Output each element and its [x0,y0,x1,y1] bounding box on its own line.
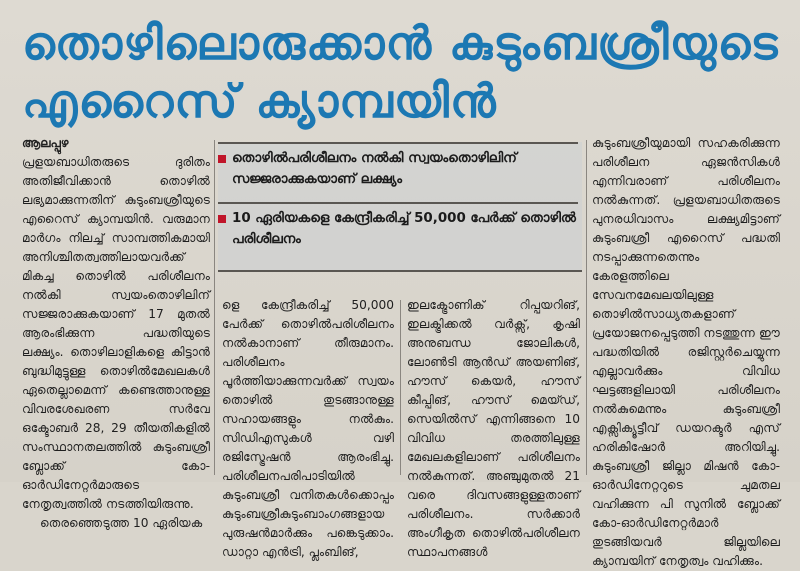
highlight-text: 10 ഏരിയകളെ കേന്ദ്രീകരിച്ച് 50,000 പേർക്ക് തൊഴിൽ പരിശീലനം [232,211,576,247]
red-square-bullet-icon [218,215,226,223]
headline-line-2: എറൈസ് ക്യാമ്പയിൻ [22,74,497,128]
highlight-item [218,202,578,262]
red-square-bullet-icon [218,155,226,163]
column-1-paragraph-1: പ്രളയബാധിതരുടെ ദുരിതം അതിജീവിക്കാൻ തൊഴിൽ ലഭ്യമാക്കുന്നതിന് കുടുംബശ്രീയുടെ എറൈസ് ക്യാമ്പയിൻ. വരുമാന മാർഗം നിലച്ച് സാമ്പത്തികമായി അനിശ്ചിതത്വത്തിലായവർക്ക് മികച്ച തൊഴിൽ പരിശീലനം നൽകി സ്വയംതൊഴിലിന് സജ്ജരാക്കുകയാണ് 17 മുതൽ ആരംഭിക്കുന്ന പദ്ധതിയുടെ ലക്ഷ്യം. തൊഴിലാളികളെ കിട്ടാൻ ബുദ്ധിമുട്ടുള്ള തൊഴിൽമേഖലകൾ ഏതെല്ലാമെന്ന് കണ്ടെത്താനുള്ള വിവരശേഖരണ സർവേ ഒക്ടോബർ 28, 29 തീയതികളിൽ സംസ്ഥാനതലത്തിൽ കുടുംബശ്രീ ബ്ലോക്ക് കോ-ഓർഡിനേറ്റർമാരുടെ നേതൃത്വത്തിൽ നടത്തിയിരുന്നു. [22,155,210,511]
headline [22,14,782,130]
article-column-3 [407,296,580,559]
highlight-text: തൊഴിൽപരിശീലനം നൽകി സ്വയംതൊഴിലിന് സജ്ജരാക്കുകയാണ് ലക്ഷ്യം [232,151,517,187]
article-column-1 [22,134,210,530]
column-2-paragraph: ളെ കേന്ദ്രീകരിച്ച് 50,000 പേർക്ക് തൊഴിൽപരിശീലനം നൽകാനാണ് തീരുമാനം. പരിശീലനം പൂർത്തിയാക്കുന്നവർക്ക് സ്വയം തൊഴിൽ തുടങ്ങാനുള്ള സഹായങ്ങളും നൽകും. സിഡിഎസുകൾ വഴി രജിസ്ട്രേഷൻ ആരംഭിച്ചു. പരിശീലനപരിപാടിയിൽ കുടുംബശ്രീ വനിതകൾക്കൊപ്പം കുടുംബശ്രീകുടുംബാംഗങ്ങളായ പുരുഷൻമാർക്കും പങ്കെടുക്കാം. ഡാറ്റാ എൻട്രി, പ്ലംബിങ്, [222,298,394,559]
column-4-paragraph: കുടുംബശ്രീയുമായി സഹകരിക്കുന്ന പരിശീലന ഏജൻസികൾ എന്നിവരാണ് പരിശീലനം നൽകുന്നത്. പ്രളയബാധിതരുടെ പുനരധിവാസം ലക്ഷ്യമിട്ടാണ് കുടുംബശ്രീ എറൈസ് പദ്ധതി നടപ്പാക്കുന്നതെന്നും കേരളത്തിലെ സേവനമേഖലയിലുള്ള തൊഴിൽസാധ്യതകളാണ് പ്രയോജനപ്പെടുത്തി നടത്തുന്ന ഈ പദ്ധതിയിൽ രജിസ്റ്റർചെയ്യുന്ന എല്ലാവർക്കും വിവിധ ഘട്ടങ്ങളിലായി പരിശീലനം നൽകുമെന്നും കുടുംബശ്രീ എക്സിക്യൂട്ടീവ് ഡയറക്ടർ എസ് ഹരികിഷോർ അറിയിച്ചു. കുടുംബശ്രീ ജില്ലാ മിഷൻ കോ-ഓർഡിനേറ്ററുടെ ചുമതല വഹിക്കുന്ന പി സുനിൽ ബ്ലോക്ക് കോ-ഓർഡിനേറ്റർമാർ തുടങ്ങിയവർ ജില്ലയിലെ ക്യാമ്പയിന് നേതൃത്വം വഹിക്കും. [592,136,780,568]
article-column-2 [222,296,394,559]
column-3-paragraph: ഇലക്ട്രോണിക് റിപ്പയറിങ്, ഇലക്ട്രിക്കൽ വർക്സ്, കൃഷി അനുബന്ധ ജോലികൾ, ലോൺടി ആൻഡ് അയണിങ്, ഹൗസ് കെയർ, ഹൗസ് കീപ്പിങ്, ഹൗസ് മെയ്ഡ്, സെയിൽസ് എന്നിങ്ങനെ 10 വിവിധ തരത്തിലുള്ള മേഖലകളിലാണ് പരിശീലനം നൽകുന്നത്. അഞ്ചുമുതൽ 21 വരെ ദിവസങ്ങളുള്ളതാണ് പരിശീലനം. സർക്കാർ അംഗീകൃത തൊഴിൽപരിശീലന സ്ഥാപനങ്ങൾ [407,298,580,559]
column-divider [214,140,215,475]
highlight-box [218,142,582,288]
highlight-box-bottom-rule [218,270,582,272]
dateline: ആലപ്പുഴ [22,136,69,150]
column-divider [586,140,587,475]
column-1-paragraph-2: തെരഞ്ഞെടുത്ത 10 ഏരിയക [40,516,203,530]
headline-line-1: തൊഴിലൊരുക്കാൻ കുടുംബശ്രീയുടെ [22,16,779,70]
article-column-4 [592,134,780,568]
highlight-item [218,142,578,198]
column-divider [400,300,401,475]
